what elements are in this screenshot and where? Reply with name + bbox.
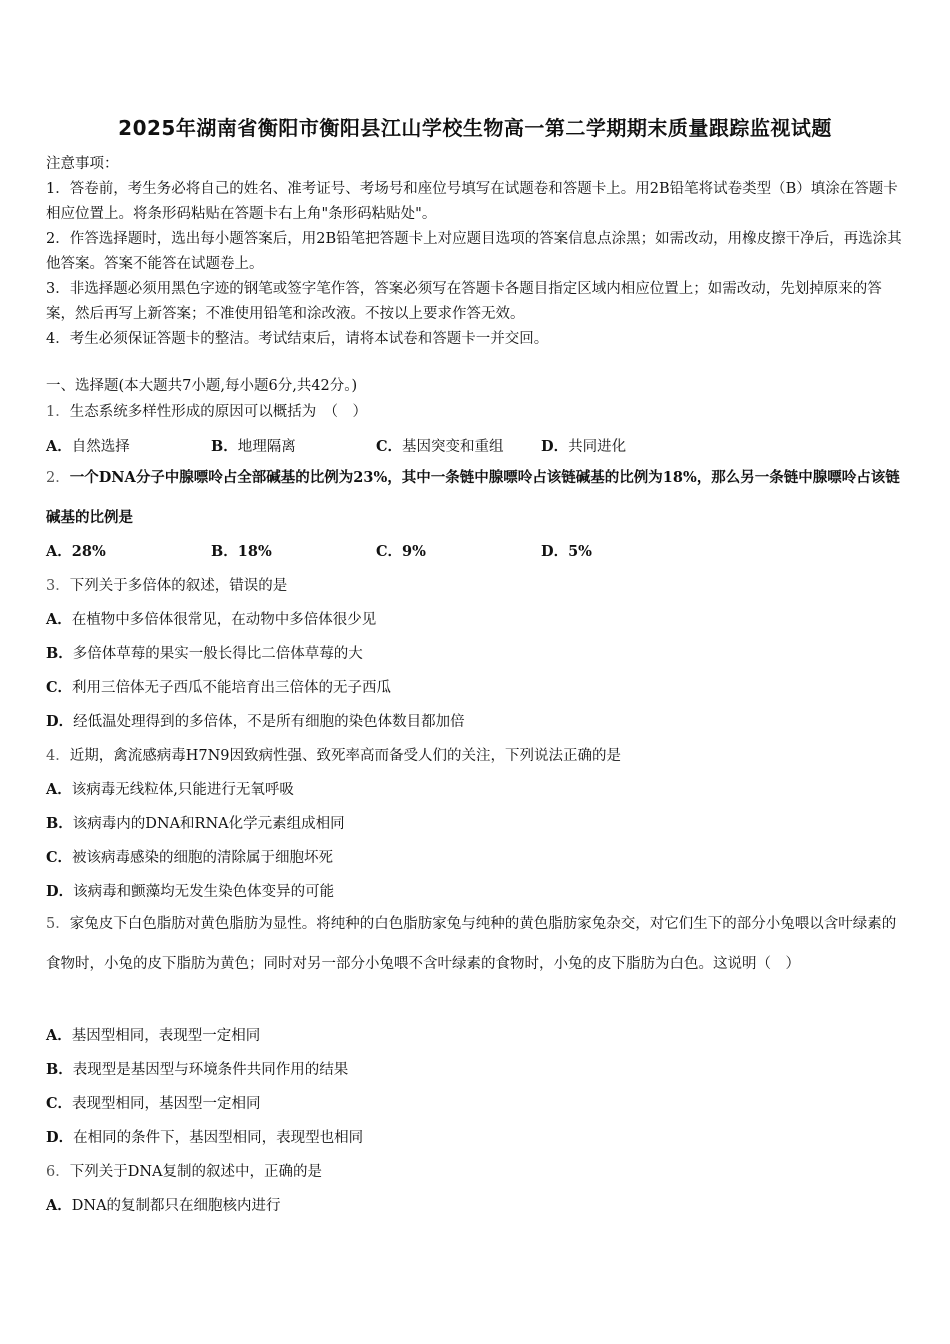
option-c: C．被该病毒感染的细胞的清除属于细胞坏死 <box>46 849 334 866</box>
option-b: B．表现型是基因型与环境条件共同作用的结果 <box>46 1061 349 1078</box>
notice-item: 2．作答选择题时，选出每小题答案后，用2B铅笔把答题卡上对应题目选项的答案信息点涂黑；如需改动，用橡皮擦干净后，再选涂其他答案。答案不能答在试题卷上。 <box>46 231 902 272</box>
question-4 <box>46 744 621 765</box>
question-2 <box>46 458 906 538</box>
question-6 <box>46 1160 322 1181</box>
option-c: C．表现型相同，基因型一定相同 <box>46 1095 261 1112</box>
question-text: 近期，禽流感病毒H7N9因致病性强、致死率高而备受人们的关注，下列说法正确的是 <box>69 748 622 764</box>
option-d: D．共同进化 <box>541 438 627 455</box>
question-3 <box>46 574 287 595</box>
question-text: 下列关于多倍体的叙述，错误的是 <box>69 578 288 594</box>
question-1 <box>46 400 367 421</box>
question-text: 一个DNA分子中腺嘌呤占全部碱基的比例为23%，其中一条链中腺嘌呤占该链碱基的比例为18%，那么另一条链中腺嘌呤占该链碱基的比例是 <box>46 469 900 526</box>
option-a: A．28% <box>46 543 106 560</box>
option-c: C．利用三倍体无子西瓜不能培育出三倍体的无子西瓜 <box>46 679 392 696</box>
option-b: B．多倍体草莓的果实一般长得比二倍体草莓的大 <box>46 645 363 662</box>
page-title: 2025年湖南省衡阳市衡阳县江山学校生物高一第二学期期末质量跟踪监视试题 <box>118 116 832 140</box>
question-number: 3． <box>46 578 70 594</box>
option-a: A．该病毒无线粒体,只能进行无氧呼吸 <box>46 781 294 798</box>
notice-item: 4．考生必须保证答题卡的整洁。考试结束后，请将本试卷和答题卡一并交回。 <box>46 331 549 347</box>
option-c: C．9% <box>376 543 426 560</box>
option-c: C．基因突变和重组 <box>376 438 504 455</box>
notice-block <box>46 152 906 352</box>
question-2-options <box>46 540 592 561</box>
option-b: B．地理隔离 <box>211 438 296 455</box>
notice-item: 1．答卷前，考生务必将自己的姓名、准考证号、考场号和座位号填写在试题卷和答题卡上。用2B铅笔将试卷类型（B）填涂在答题卡相应位置上。将条形码粘贴在答题卡右上角"条形码粘贴处"。 <box>46 181 898 222</box>
option-a: A．基因型相同，表现型一定相同 <box>46 1027 261 1044</box>
option-b: B．18% <box>211 543 272 560</box>
question-number: 1． <box>46 404 70 420</box>
notice-item: 3．非选择题必须用黑色字迹的钢笔或签字笔作答，答案必须写在答题卡各题目指定区域内相应位置上；如需改动，先划掉原来的答案，然后再写上新答案；不准使用铅笔和涂改液。不按以上要求作答无效。 <box>46 281 882 322</box>
question-text: 生态系统多样性形成的原因可以概括为 （ ） <box>69 404 367 420</box>
option-d: D．该病毒和颤藻均无发生染色体变异的可能 <box>46 883 335 900</box>
option-b: B．该病毒内的DNA和RNA化学元素组成相同 <box>46 815 345 832</box>
question-number: 2． <box>46 470 70 486</box>
option-d: D．在相同的条件下，基因型相同，表现型也相同 <box>46 1129 364 1146</box>
notice-heading: 注意事项： <box>46 156 119 172</box>
question-text: 下列关于DNA复制的叙述中，正确的是 <box>69 1164 323 1180</box>
option-d: D．5% <box>541 543 592 560</box>
question-text: 家兔皮下白色脂肪对黄色脂肪为显性。将纯种的白色脂肪家兔与纯种的黄色脂肪家兔杂交，对它们生下的部分小兔喂以含叶绿素的食物时，小兔的皮下脂肪为黄色；同时对另一部分小兔喂不含叶绿素的食物时，小兔的皮下脂肪为白色。这说明（ ） <box>46 916 897 972</box>
question-1-options <box>46 435 626 456</box>
question-5 <box>46 904 906 984</box>
question-number: 6． <box>46 1164 70 1180</box>
option-a: A．自然选择 <box>46 438 130 455</box>
option-d: D．经低温处理得到的多倍体，不是所有细胞的染色体数目都加倍 <box>46 713 465 730</box>
option-a: A．DNA的复制都只在细胞核内进行 <box>46 1197 281 1214</box>
question-number: 5． <box>46 916 70 932</box>
section-heading: 一、选择题(本大题共7小题,每小题6分,共42分。) <box>46 378 358 394</box>
option-a: A．在植物中多倍体很常见，在动物中多倍体很少见 <box>46 611 377 628</box>
question-number: 4． <box>46 748 70 764</box>
